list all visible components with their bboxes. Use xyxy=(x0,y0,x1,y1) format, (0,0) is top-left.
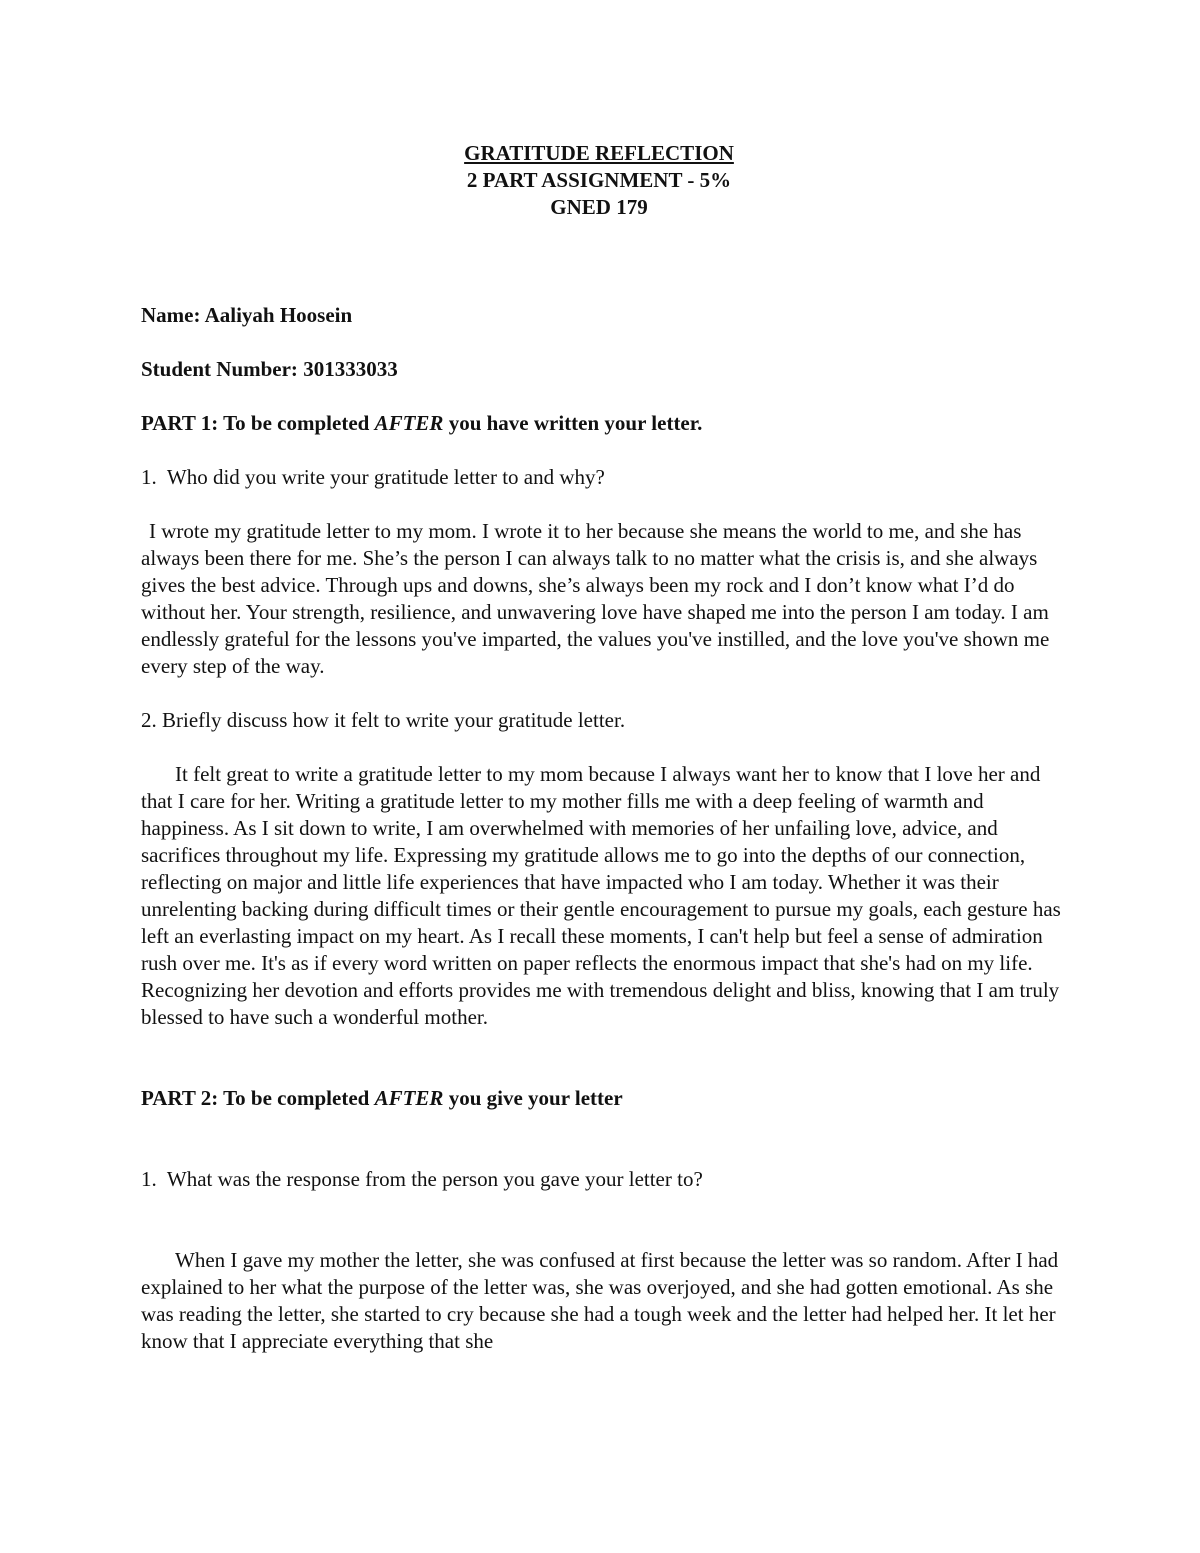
part1-question-2: 2. Briefly discuss how it felt to write your gratitude letter. xyxy=(141,708,626,732)
document-subtitle: 2 PART ASSIGNMENT - 5% xyxy=(466,168,732,192)
part2-answer-1: When I gave my mother the letter, she was confused at first because the letter was so random. After I had explained to her what the purpose of the letter was, she was overjoyed, and she had gotten emotional. As she was reading the letter, she started to cry because she had a tough week and the letter had helped her. It let her know that I appreciate everything that she xyxy=(141,1248,1059,1353)
student-number-value: 301333033 xyxy=(303,357,398,381)
document-header xyxy=(141,140,1057,221)
student-name-line xyxy=(141,302,1071,329)
part2-question-1: 1. What was the response from the person you gave your letter to? xyxy=(141,1167,703,1191)
student-number-label: Student Number: xyxy=(141,357,298,381)
document-page xyxy=(141,140,1071,1355)
part2-heading: PART 2: To be completed AFTER you give your letter xyxy=(141,1086,623,1110)
part1-question-1: 1. Who did you write your gratitude letter to and why? xyxy=(141,465,605,489)
name-value: Aaliyah Hoosein xyxy=(204,303,353,327)
course-code: GNED 179 xyxy=(550,195,648,219)
document-title: GRATITUDE REFLECTION xyxy=(464,141,734,165)
part1-answer-1: I wrote my gratitude letter to my mom. I wrote it to her because she means the world to me, and she has always been there for me. She’s the person I can always talk to no matter what the crisis is, and she always gives the best advice. Through ups and downs, she’s always been my rock and I don’t know what I’d do without her. Your strength, resilience, and unwavering love have shaped me into the person I am today. I am endlessly grateful for the lessons you've imparted, the values you've instilled, and the love you've shown me every step of the way. xyxy=(141,519,1050,678)
student-number-line xyxy=(141,356,1071,383)
name-label: Name: xyxy=(141,303,201,327)
part1-answer-2: It felt great to write a gratitude letter to my mom because I always want her to know that I love her and that I care for her. Writing a gratitude letter to my mother fills me with a deep feeling of warmth and happiness. As I sit down to write, I am overwhelmed with memories of her unfailing love, advice, and sacrifices throughout my life. Expressing my gratitude allows me to go into the depths of our connection, reflecting on major and little life experiences that have impacted who I am today. Whether it was their unrelenting backing during difficult times or their gentle encouragement to pursue my goals, each gesture has left an everlasting impact on my heart. As I recall these moments, I can't help but feel a sense of admiration rush over me. It's as if every word written on paper reflects the enormous impact that she's had on my life. Recognizing her devotion and efforts provides me with tremendous delight and bliss, knowing that I am truly blessed to have such a wonderful mother. xyxy=(141,762,1061,1029)
part2-heading-emphasis: AFTER xyxy=(374,1086,444,1110)
part1-heading-emphasis: AFTER xyxy=(374,411,444,435)
part1-heading: PART 1: To be completed AFTER you have written your letter. xyxy=(141,411,703,435)
